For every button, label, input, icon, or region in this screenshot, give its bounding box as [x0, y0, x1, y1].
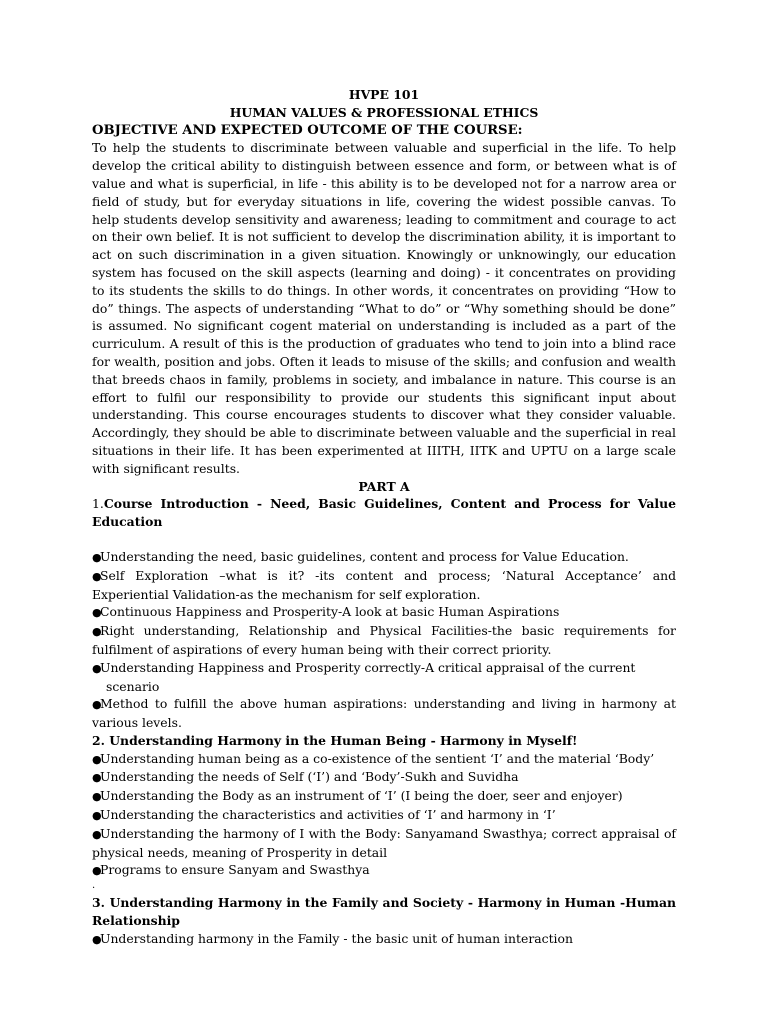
- bullet-icon: ●: [92, 698, 102, 712]
- list-item: [92, 861, 676, 880]
- section-1-list: [92, 548, 676, 732]
- bullet-icon: ●: [92, 827, 102, 841]
- list-item: [92, 750, 676, 769]
- objective-heading: OBJECTIVE AND EXPECTED OUTCOME OF THE COURSE:: [92, 122, 523, 138]
- list-item-text: Understanding the Body as an instrument of ‘I’ (I being the doer, seer and enjoyer): [100, 788, 623, 804]
- section-1-title: Course Introduction - Need, Basic Guidelines, Content and Process for Value Education: [92, 496, 676, 530]
- bullet-icon: ●: [92, 932, 102, 946]
- document-page: [92, 86, 676, 949]
- bullet-icon: ●: [92, 809, 102, 823]
- section-3-list: [92, 930, 676, 949]
- list-item: [92, 659, 676, 696]
- list-item: [92, 787, 676, 806]
- bullet-icon: ●: [92, 661, 102, 675]
- list-item-text: Understanding human being as a co-existence of the sentient ‘I’ and the material ‘Body’: [100, 750, 655, 766]
- bullet-icon: ●: [92, 771, 102, 785]
- part-label: PART A: [358, 478, 410, 494]
- stray-period: .: [92, 880, 96, 892]
- list-item-text: Understanding the needs of Self (‘I’) and ‘Body’-Sukh and Suvidha: [100, 769, 519, 785]
- list-item-text: Understanding harmony in the Family - the basic unit of human interaction: [100, 930, 573, 946]
- bullet-icon: ●: [92, 864, 102, 878]
- course-title: HUMAN VALUES & PROFESSIONAL ETHICS: [229, 104, 539, 120]
- bullet-icon: ●: [92, 569, 102, 583]
- list-item-continuation: scenario: [106, 678, 160, 694]
- list-item-text: Understanding Happiness and Prosperity correctly-A critical appraisal of the current: [100, 659, 636, 675]
- list-item: [92, 548, 676, 567]
- list-item-text: Right understanding, Relationship and Physical Facilities-the basic requirements for fulfilment of aspirations of every human being with their correct priority.: [92, 623, 676, 657]
- list-item: [92, 930, 676, 949]
- list-item-text: Method to fulfill the above human aspirations: understanding and living in harmony at various levels.: [92, 696, 676, 731]
- list-item: [92, 695, 676, 732]
- bullet-icon: ●: [92, 752, 102, 766]
- list-item-text: Programs to ensure Sanyam and Swasthya: [100, 862, 370, 878]
- bullet-icon: ●: [92, 790, 102, 804]
- list-item: [92, 567, 676, 604]
- bullet-icon: ●: [92, 550, 102, 564]
- section-3-heading: 3. Understanding Harmony in the Family and Society - Harmony in Human -Human Relationship: [92, 895, 676, 929]
- list-item-text: Understanding the need, basic guidelines, content and process for Value Education.: [100, 548, 629, 564]
- bullet-icon: ●: [92, 606, 102, 620]
- list-item-text: Continuous Happiness and Prosperity-A look at basic Human Aspirations: [100, 604, 560, 620]
- list-item: [92, 825, 676, 862]
- section-1-heading: [92, 495, 676, 531]
- list-item-text: Understanding the harmony of I with the Body: Sanyamand Swasthya; correct appraisal of physical needs, meaning of Prosperity in detail: [92, 825, 676, 860]
- spacer: [92, 531, 676, 548]
- list-item-text: Self Exploration –what is it? -its content and process; ‘Natural Acceptance’ and Experiential Validation-as the mechanism for self exploration.: [92, 567, 676, 602]
- course-code: HVPE 101: [348, 87, 420, 102]
- list-item: [92, 768, 676, 787]
- list-item-text: Understanding the characteristics and activities of ‘I’ and harmony in ‘I’: [100, 807, 556, 823]
- list-item: [92, 622, 676, 659]
- section-2-list: [92, 750, 676, 881]
- section-1-number: 1.: [92, 496, 104, 512]
- objective-paragraph: To help the students to discriminate between valuable and superficial in the life. To help develop the critical ability to distinguish between essence and form, or between what is of value and what is superficial, in life - this ability is to be developed not for a narrow area or field of study, but for everyday situations in life, covering the widest possible canvas. To help students develop sensitivity and awareness; leading to commitment and courage to act on their own belief. It is not sufficient to develop the discrimination ability, it is important to act on such discrimination in a given situation. Knowingly or unknowingly, our education system has focused on the skill aspects (learning and doing) - it concentrates on providing to its students the skills to do things. In other words, it concentrates on providing “How to do” things. The aspects of understanding “What to do” or “Why something should be done” is assumed. No significant cogent material on understanding is included as a part of the curriculum. A result of this is the production of graduates who tend to join into a blind race for wealth, position and jobs. Often it leads to misuse of the skills; and confusion and wealth that breeds chaos in family, problems in society, and imbalance in nature. This course is an effort to fulfil our responsibility to provide our students this significant input about understanding. This course encourages students to discover what they consider valuable. Accordingly, they should be able to discriminate between valuable and the superficial in real situations in their life. It has been experimented at IIITH, IITK and UPTU on a large scale with significant results.: [92, 140, 676, 476]
- list-item: [92, 806, 676, 825]
- bullet-icon: ●: [92, 625, 102, 639]
- list-item: [92, 603, 676, 622]
- section-2-heading: 2. Understanding Harmony in the Human Being - Harmony in Myself!: [92, 732, 578, 748]
